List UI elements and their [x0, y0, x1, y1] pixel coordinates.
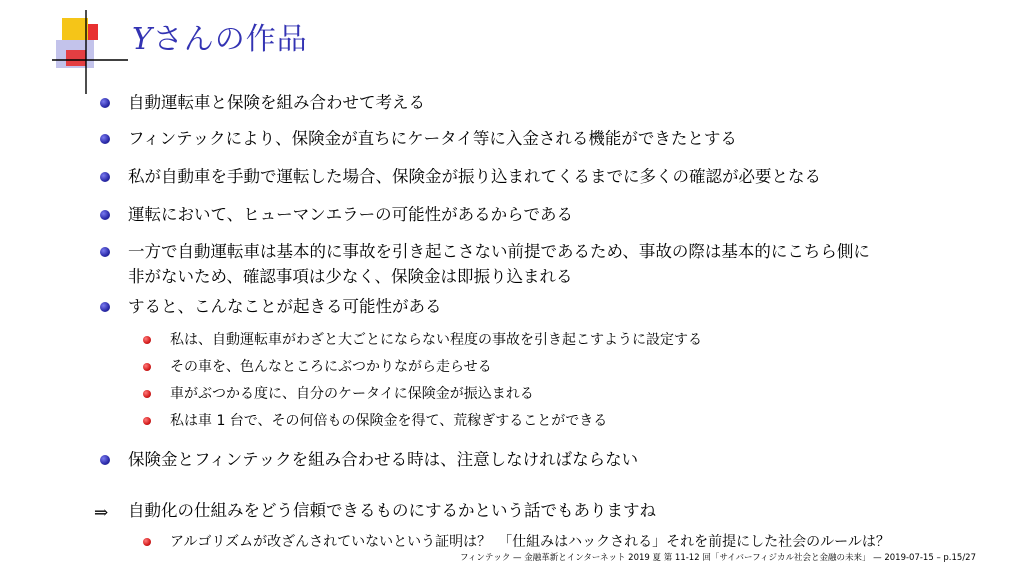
slide-footer: フィンテック — 金融革新とインターネット 2019 夏 第 11-12 回「サイバーフィジカル社会と金融の未来」 — 2019-07-15 – p.15/27: [460, 553, 976, 563]
sub-bullet-item: その車を、色んなところにぶつかりながら走らせる: [170, 359, 492, 375]
conclusion-sub-item: アルゴリズムが改ざんされていないという証明は？ 「仕組みはハックされる」それを前提にした社会のルールは？: [170, 534, 890, 550]
slide-title-text: さんの作品: [152, 22, 308, 57]
bullet-item: すると、こんなことが起きる可能性がある: [128, 297, 442, 316]
conclusion-text: 自動化の仕組みをどう信頼できるものにするかという話でもありますね: [128, 501, 656, 520]
bullet-item: 私が自動車を手動で運転した場合、保険金が振り込まれてくるまでに多くの確認が必要となる: [128, 167, 821, 186]
sub-bullet-icon: [143, 390, 151, 398]
implies-arrow: ⇒: [94, 503, 109, 523]
sub-bullet-item: 車がぶつかる度に、自分のケータイに保険金が振込まれる: [170, 386, 534, 402]
bullet-icon: [100, 302, 110, 312]
sub-bullet-icon: [143, 538, 151, 546]
bullet-icon: [100, 455, 110, 465]
sub-bullet-icon: [143, 363, 151, 371]
slide-title-letter: Y: [132, 22, 153, 57]
sub-bullet-item: 私は、自動運転車がわざと大ごとにならない程度の事故を引き起こすように設定する: [170, 332, 702, 348]
bullet-item-continued: 非がないため、確認事項は少なく、保険金は即振り込まれる: [128, 267, 573, 286]
bullet-icon: [100, 134, 110, 144]
sub-bullet-icon: [143, 336, 151, 344]
bullet-item: 保険金とフィンテックを組み合わせる時は、注意しなければならない: [128, 450, 639, 469]
bullet-item: 一方で自動運転車は基本的に事故を引き起こさない前提であるため、事故の際は基本的にこちら側に: [128, 242, 870, 261]
bullet-icon: [100, 98, 110, 108]
bullet-item: フィンテックにより、保険金が直ちにケータイ等に入金される機能ができたとする: [128, 129, 737, 148]
bullet-icon: [100, 172, 110, 182]
sub-bullet-icon: [143, 417, 151, 425]
bullet-item: 自動運転車と保険を組み合わせて考える: [128, 93, 425, 112]
bullet-item: 運転において、ヒューマンエラーの可能性があるからである: [128, 205, 574, 224]
bullet-icon: [100, 210, 110, 220]
sub-bullet-item: 私は車 1 台で、その何倍もの保険金を得て、荒稼ぎすることができる: [170, 413, 608, 429]
bullet-icon: [100, 247, 110, 257]
